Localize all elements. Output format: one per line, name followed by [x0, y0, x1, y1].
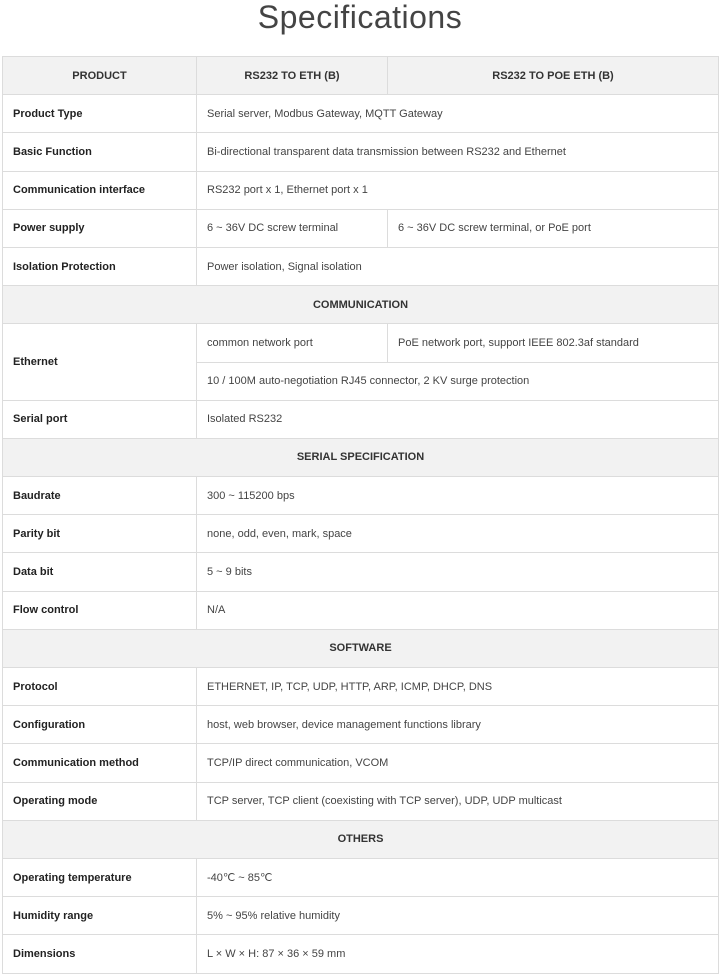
section-row — [3, 286, 719, 324]
row-label: Communication interface — [3, 171, 197, 209]
row-label: Dimensions — [3, 935, 197, 973]
row-value: Bi-directional transparent data transmission between RS232 and Ethernet — [197, 133, 719, 171]
table-row — [3, 171, 719, 209]
table-row — [3, 209, 719, 247]
row-value: Serial server, Modbus Gateway, MQTT Gateway — [197, 95, 719, 133]
table-row — [3, 515, 719, 553]
spec-table — [2, 56, 719, 974]
header-model-a: RS232 TO ETH (B) — [197, 57, 388, 95]
table-row — [3, 897, 719, 935]
row-value: 5% ~ 95% relative humidity — [197, 897, 719, 935]
row-value-model-b: PoE network port, support IEEE 802.3af standard — [388, 324, 719, 362]
row-value: TCP server, TCP client (coexisting with TCP server), UDP, UDP multicast — [197, 782, 719, 820]
row-label: Operating mode — [3, 782, 197, 820]
row-label: Basic Function — [3, 133, 197, 171]
table-row — [3, 591, 719, 629]
row-label: Configuration — [3, 706, 197, 744]
row-value: TCP/IP direct communication, VCOM — [197, 744, 719, 782]
row-value: ETHERNET, IP, TCP, UDP, HTTP, ARP, ICMP, DHCP, DNS — [197, 668, 719, 706]
section-row — [3, 438, 719, 476]
table-row — [3, 247, 719, 285]
table-row — [3, 668, 719, 706]
row-value-model-b: 6 ~ 36V DC screw terminal, or PoE port — [388, 209, 719, 247]
row-label: Operating temperature — [3, 858, 197, 896]
page-title: Specifications — [257, 0, 463, 35]
row-value: -40℃ ~ 85℃ — [197, 858, 719, 896]
table-row — [3, 858, 719, 896]
table-row — [3, 935, 719, 973]
row-label: Communication method — [3, 744, 197, 782]
table-row — [3, 477, 719, 515]
row-value: N/A — [197, 591, 719, 629]
row-label: Ethernet — [3, 324, 197, 400]
row-value: RS232 port x 1, Ethernet port x 1 — [197, 171, 719, 209]
row-label: Data bit — [3, 553, 197, 591]
header-model-b: RS232 TO POE ETH (B) — [388, 57, 719, 95]
row-label: Parity bit — [3, 515, 197, 553]
row-label: Power supply — [3, 209, 197, 247]
row-value: L × W × H: 87 × 36 × 59 mm — [197, 935, 719, 973]
table-row — [3, 133, 719, 171]
row-label: Isolation Protection — [3, 247, 197, 285]
section-heading-others: OTHERS — [3, 820, 719, 858]
row-value: Isolated RS232 — [197, 400, 719, 438]
table-row — [3, 706, 719, 744]
row-label: Product Type — [3, 95, 197, 133]
row-value: 300 ~ 115200 bps — [197, 477, 719, 515]
section-heading-serial: SERIAL SPECIFICATION — [3, 438, 719, 476]
section-row — [3, 820, 719, 858]
table-row — [3, 782, 719, 820]
table-row — [3, 553, 719, 591]
header-product: PRODUCT — [3, 57, 197, 95]
row-label: Serial port — [3, 400, 197, 438]
row-label: Flow control — [3, 591, 197, 629]
row-value: Power isolation, Signal isolation — [197, 247, 719, 285]
row-value: host, web browser, device management functions library — [197, 706, 719, 744]
row-value-model-a: 6 ~ 36V DC screw terminal — [197, 209, 388, 247]
row-value: none, odd, even, mark, space — [197, 515, 719, 553]
table-row — [3, 95, 719, 133]
table-row — [3, 400, 719, 438]
section-row — [3, 629, 719, 667]
section-heading-software: SOFTWARE — [3, 629, 719, 667]
row-label: Humidity range — [3, 897, 197, 935]
row-label: Protocol — [3, 668, 197, 706]
row-label: Baudrate — [3, 477, 197, 515]
table-row — [3, 744, 719, 782]
table-header-row — [3, 57, 719, 95]
row-value: 10 / 100M auto-negotiation RJ45 connector, 2 KV surge protection — [197, 362, 719, 400]
row-value: 5 ~ 9 bits — [197, 553, 719, 591]
table-row — [3, 324, 719, 362]
row-value-model-a: common network port — [197, 324, 388, 362]
section-heading-communication: COMMUNICATION — [3, 286, 719, 324]
